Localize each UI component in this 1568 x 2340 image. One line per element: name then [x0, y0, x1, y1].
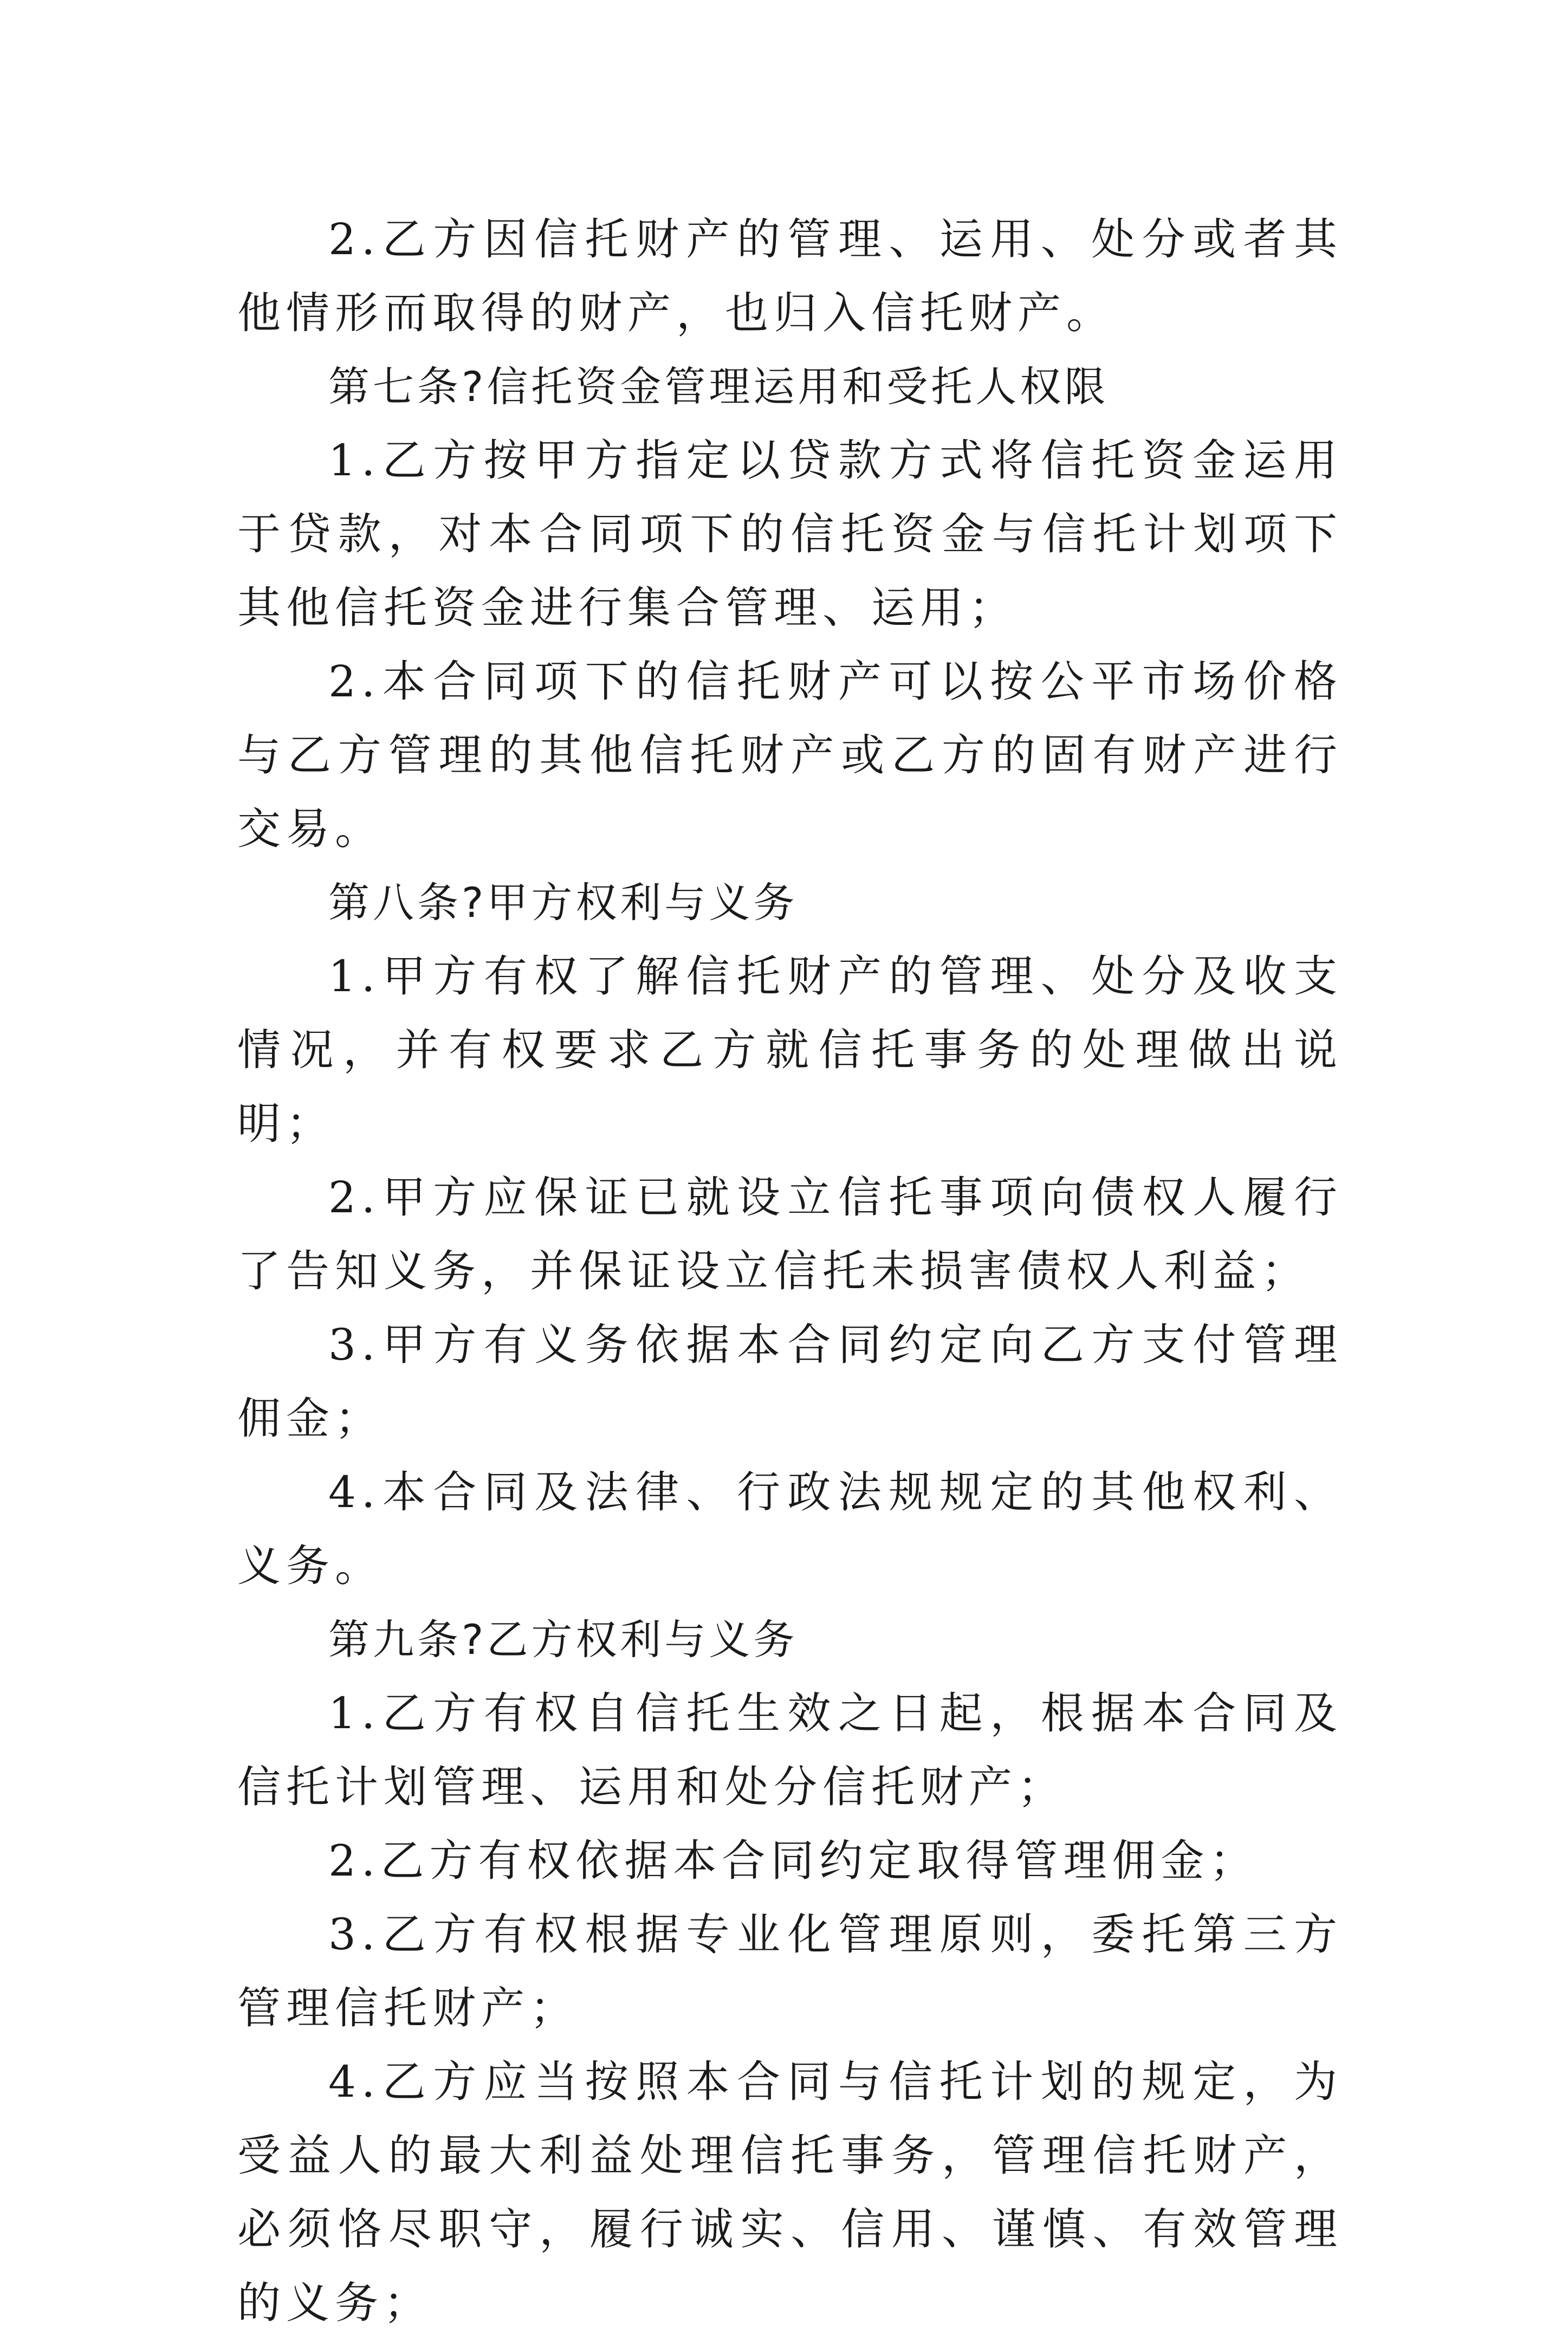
paragraph: 2.乙方因信托财产的管理、运用、处分或者其他情形而取得的财产，也归入信托财产。 [237, 214, 1343, 338]
paragraph: 3.甲方有义务依据本合同约定向乙方支付管理佣金； [237, 1320, 1343, 1444]
article-heading: 第八条?甲方权利与义务 [328, 878, 798, 927]
paragraph: 4.本合同及法律、行政法规规定的其他权利、义务。 [237, 1467, 1343, 1591]
paragraph: 1.甲方有权了解信托财产的管理、处分及收支情况，并有权要求乙方就信托事务的处理做出说明； [237, 951, 1343, 1149]
paragraph: 4.乙方应当按照本合同与信托计划的规定，为受益人的最大利益处理信托事务，管理信托财产，必须恪尽职守，履行诚实、信用、谨慎、有效管理的义务； [237, 2057, 1343, 2328]
paragraph: 1.乙方有权自信托生效之日起，根据本合同及信托计划管理、运用和处分信托财产； [237, 1688, 1343, 1812]
document-body [237, 203, 1343, 2340]
paragraph: 2.甲方应保证已就设立信托事项向债权人履行了告知义务，并保证设立信托未损害债权人利益； [237, 1172, 1343, 1296]
article-heading: 第七条?信托资金管理运用和受托人权限 [328, 363, 1109, 411]
paragraph: 1.乙方按甲方指定以贷款方式将信托资金运用于贷款，对本合同项下的信托资金与信托计划项下其他信托资金进行集合管理、运用； [237, 435, 1343, 633]
paragraph: 3.乙方有权根据专业化管理原则，委托第三方管理信托财产； [237, 1909, 1343, 2033]
paragraph: 2.本合同项下的信托财产可以按公平市场价格与乙方管理的其他信托财产或乙方的固有财产进行交易。 [237, 656, 1343, 854]
article-heading: 第九条?乙方权利与义务 [328, 1615, 798, 1664]
paragraph: 2.乙方有权依据本合同约定取得管理佣金； [328, 1835, 1259, 1886]
